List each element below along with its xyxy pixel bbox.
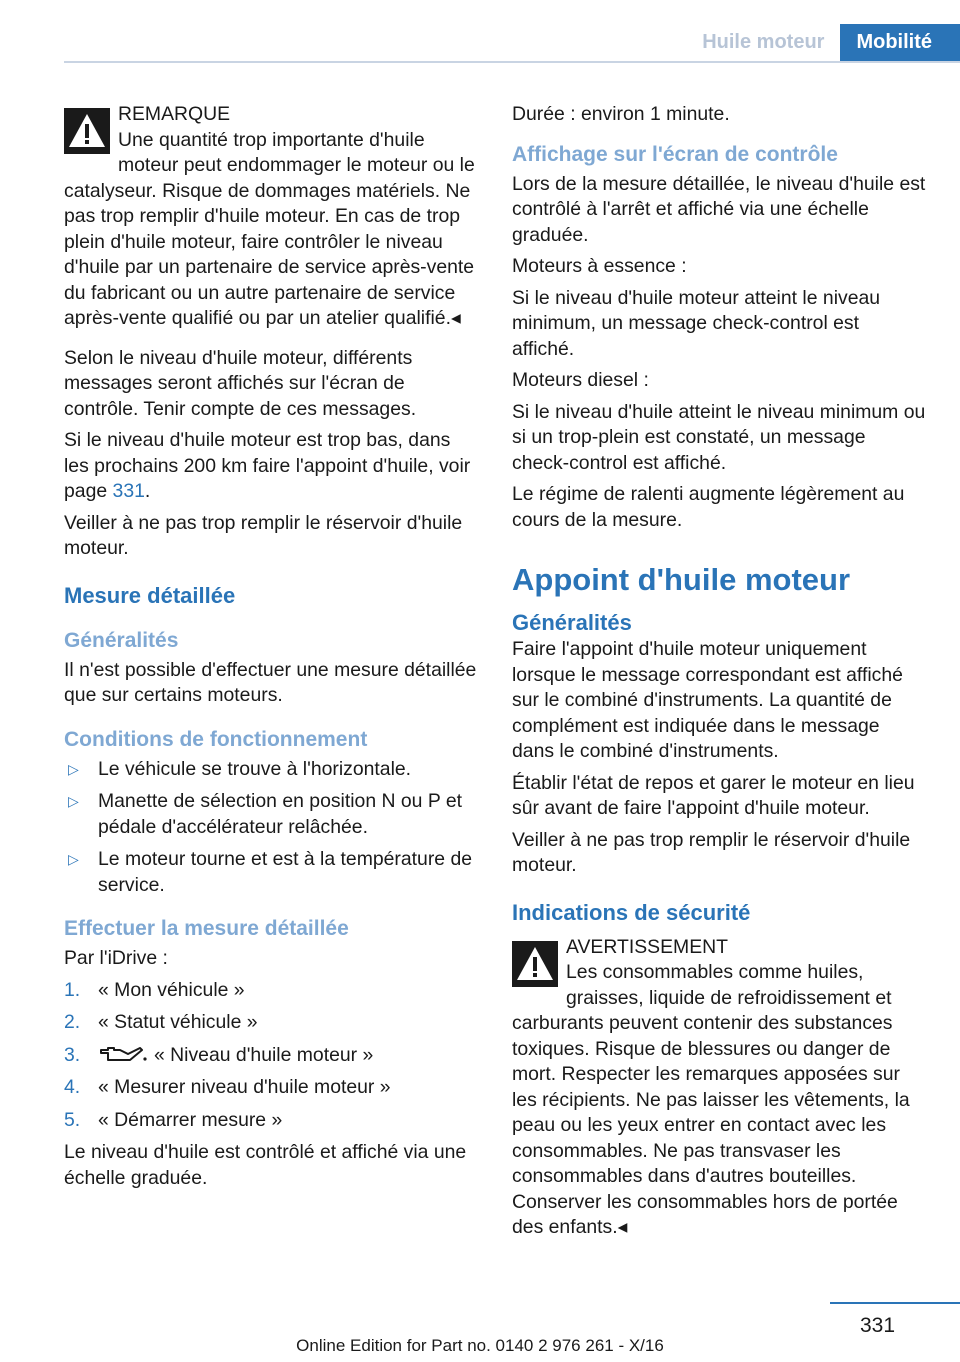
- page-link-331[interactable]: 331: [112, 480, 145, 502]
- oil-level-messages-text: Selon le niveau d'huile moteur, différents messages seront affichés sur l'écran de contrôle. Tenir compte de ces messages.: [64, 346, 417, 420]
- step-number: 2.: [64, 1011, 81, 1033]
- page-header: [686, 24, 960, 62]
- step-number: 3.: [64, 1043, 81, 1066]
- arrow-bullet-icon: ▷: [68, 851, 79, 867]
- heading-conditions: Conditions de fonctionnement: [64, 727, 368, 751]
- diesel-text: Si le niveau d'huile atteint le niveau minimum ou si un trop-plein est constaté, un message check-control est affiché.: [512, 400, 926, 474]
- essence-label: Moteurs à essence :: [512, 255, 687, 277]
- heading-affichage: Affichage sur l'écran de contrôle: [512, 142, 838, 166]
- heading-generalites: Généralités: [64, 628, 179, 652]
- affichage-text: Lors de la mesure détaillée, le niveau d'huile est contrôlé à l'arrêt et affiché via une échelle graduée.: [512, 172, 926, 246]
- diesel-label: Moteurs diesel :: [512, 369, 649, 391]
- heading-appoint: Appoint d'huile moteur: [512, 562, 851, 597]
- list-item: [64, 1043, 478, 1069]
- remark-box: [64, 102, 478, 332]
- list-item: [64, 847, 478, 898]
- no-overfill-text: Veiller à ne pas trop remplir le réservoir d'huile moteur.: [64, 511, 463, 559]
- low-oil-text-body: Si le niveau d'huile moteur est trop bas, dans les prochains 200 km faire l'appoint d'huile, voir page: [64, 429, 471, 502]
- heading-mesure-detaillee: Mesure détaillée: [64, 582, 236, 608]
- list-item: [64, 789, 478, 840]
- step-text: « Statut véhicule »: [98, 1011, 258, 1033]
- heading-generalites-appoint: Généralités: [512, 610, 632, 635]
- warning-triangle-icon: [512, 941, 558, 987]
- conditions-list: [64, 757, 478, 899]
- list-item: [64, 1108, 478, 1134]
- condition-text: Le moteur tourne et est à la température de service.: [98, 848, 473, 896]
- warning-title: AVERTISSEMENT: [566, 935, 728, 958]
- warning-text: Les consommables comme huiles, graisses, liquide de refroidissement et carburants peuvent contenir des substances toxiques. Risque de blessures ou danger de mort. Respecter les remarques apposées sur les récipients. Ne pas laisser les vêtements, la peau ou les yeux entrer en contact avec les consommables. Ne pas transvaser les consommables dans d'autres bouteilles. Conserver les consommables hors de portée des enfants.◂: [512, 961, 910, 1238]
- ralenti-text: Le régime de ralenti augmente légèrement au cours de la mesure.: [512, 483, 905, 531]
- step-number: 5.: [64, 1108, 81, 1131]
- arrow-bullet-icon: ▷: [68, 760, 79, 777]
- appoint-text-3: Veiller à ne pas trop remplir le réservoir d'huile moteur.: [512, 828, 911, 876]
- step-number: 1.: [64, 978, 81, 1001]
- remark-text: Une quantité trop importante d'huile moteur peut endommager le moteur ou le catalyseur. Risque de dommages matériels. Ne pas trop remplir d'huile moteur. En cas de trop plein d'huile moteur, faire contrôler le niveau d'huile par un partenaire de service après-vente du fabricant ou un autre partenaire de service après-vente qualifié ou par un atelier qualifié.◂: [64, 128, 475, 329]
- left-column: [64, 102, 478, 1197]
- header-divider: [64, 61, 960, 63]
- generalites-text: Il n'est possible d'effectuer une mesure détaillée que sur certains moteurs.: [64, 658, 477, 706]
- heading-effectuer-mesure: Effectuer la mesure détaillée: [64, 917, 349, 940]
- warning-box: [512, 935, 926, 1241]
- remark-title: REMARQUE: [118, 103, 231, 125]
- step-number: 4.: [64, 1076, 81, 1098]
- closing-text: Le niveau d'huile est contrôlé et affiché via une échelle graduée.: [64, 1141, 467, 1189]
- idrive-intro: Par l'iDrive :: [64, 947, 168, 969]
- list-item: [64, 757, 478, 783]
- step-text: « Mon véhicule »: [98, 978, 245, 1001]
- oil-can-icon: [98, 1044, 150, 1064]
- page-number: 331: [860, 1314, 896, 1337]
- step-text: « Mesurer niveau d'huile moteur »: [98, 1076, 391, 1098]
- appoint-text-2: Établir l'état de repos et garer le moteur en lieu sûr avant de faire l'appoint d'huile moteur.: [512, 771, 915, 819]
- edition-footer: Online Edition for Part no. 0140 2 976 261 - X/16: [296, 1336, 664, 1355]
- step-text: « Démarrer mesure »: [98, 1108, 283, 1131]
- right-column: [512, 102, 926, 1247]
- condition-text: Manette de sélection en position N ou P et pédale d'accélérateur relâchée.: [98, 790, 462, 838]
- list-item: [64, 1075, 478, 1101]
- chapter-tab-mobilite: Mobilité: [840, 24, 960, 62]
- footer-divider: [830, 1302, 960, 1304]
- low-oil-text-end: .: [144, 480, 151, 502]
- warning-triangle-icon: [64, 108, 110, 154]
- heading-securite: Indications de sécurité: [512, 899, 751, 925]
- steps-list: [64, 978, 478, 1134]
- list-item: [64, 978, 478, 1004]
- step-text: « Niveau d'huile moteur »: [154, 1043, 374, 1066]
- appoint-text-1: Faire l'appoint d'huile moteur uniquement lorsque le message correspondant est affiché sur le combiné d'instruments. La quantité de complément est indiquée dans le message dans le combiné d'instruments.: [512, 638, 903, 762]
- low-oil-text: [64, 428, 478, 505]
- essence-text: Si le niveau d'huile moteur atteint le niveau minimum, un message check-control est affiché.: [512, 286, 881, 360]
- list-item: [64, 1010, 478, 1036]
- condition-text: Le véhicule se trouve à l'horizontale.: [98, 757, 412, 780]
- arrow-bullet-icon: ▷: [68, 793, 79, 809]
- section-tab-huile-moteur: Huile moteur: [686, 24, 840, 62]
- duration-text: Durée : environ 1 minute.: [512, 103, 730, 125]
